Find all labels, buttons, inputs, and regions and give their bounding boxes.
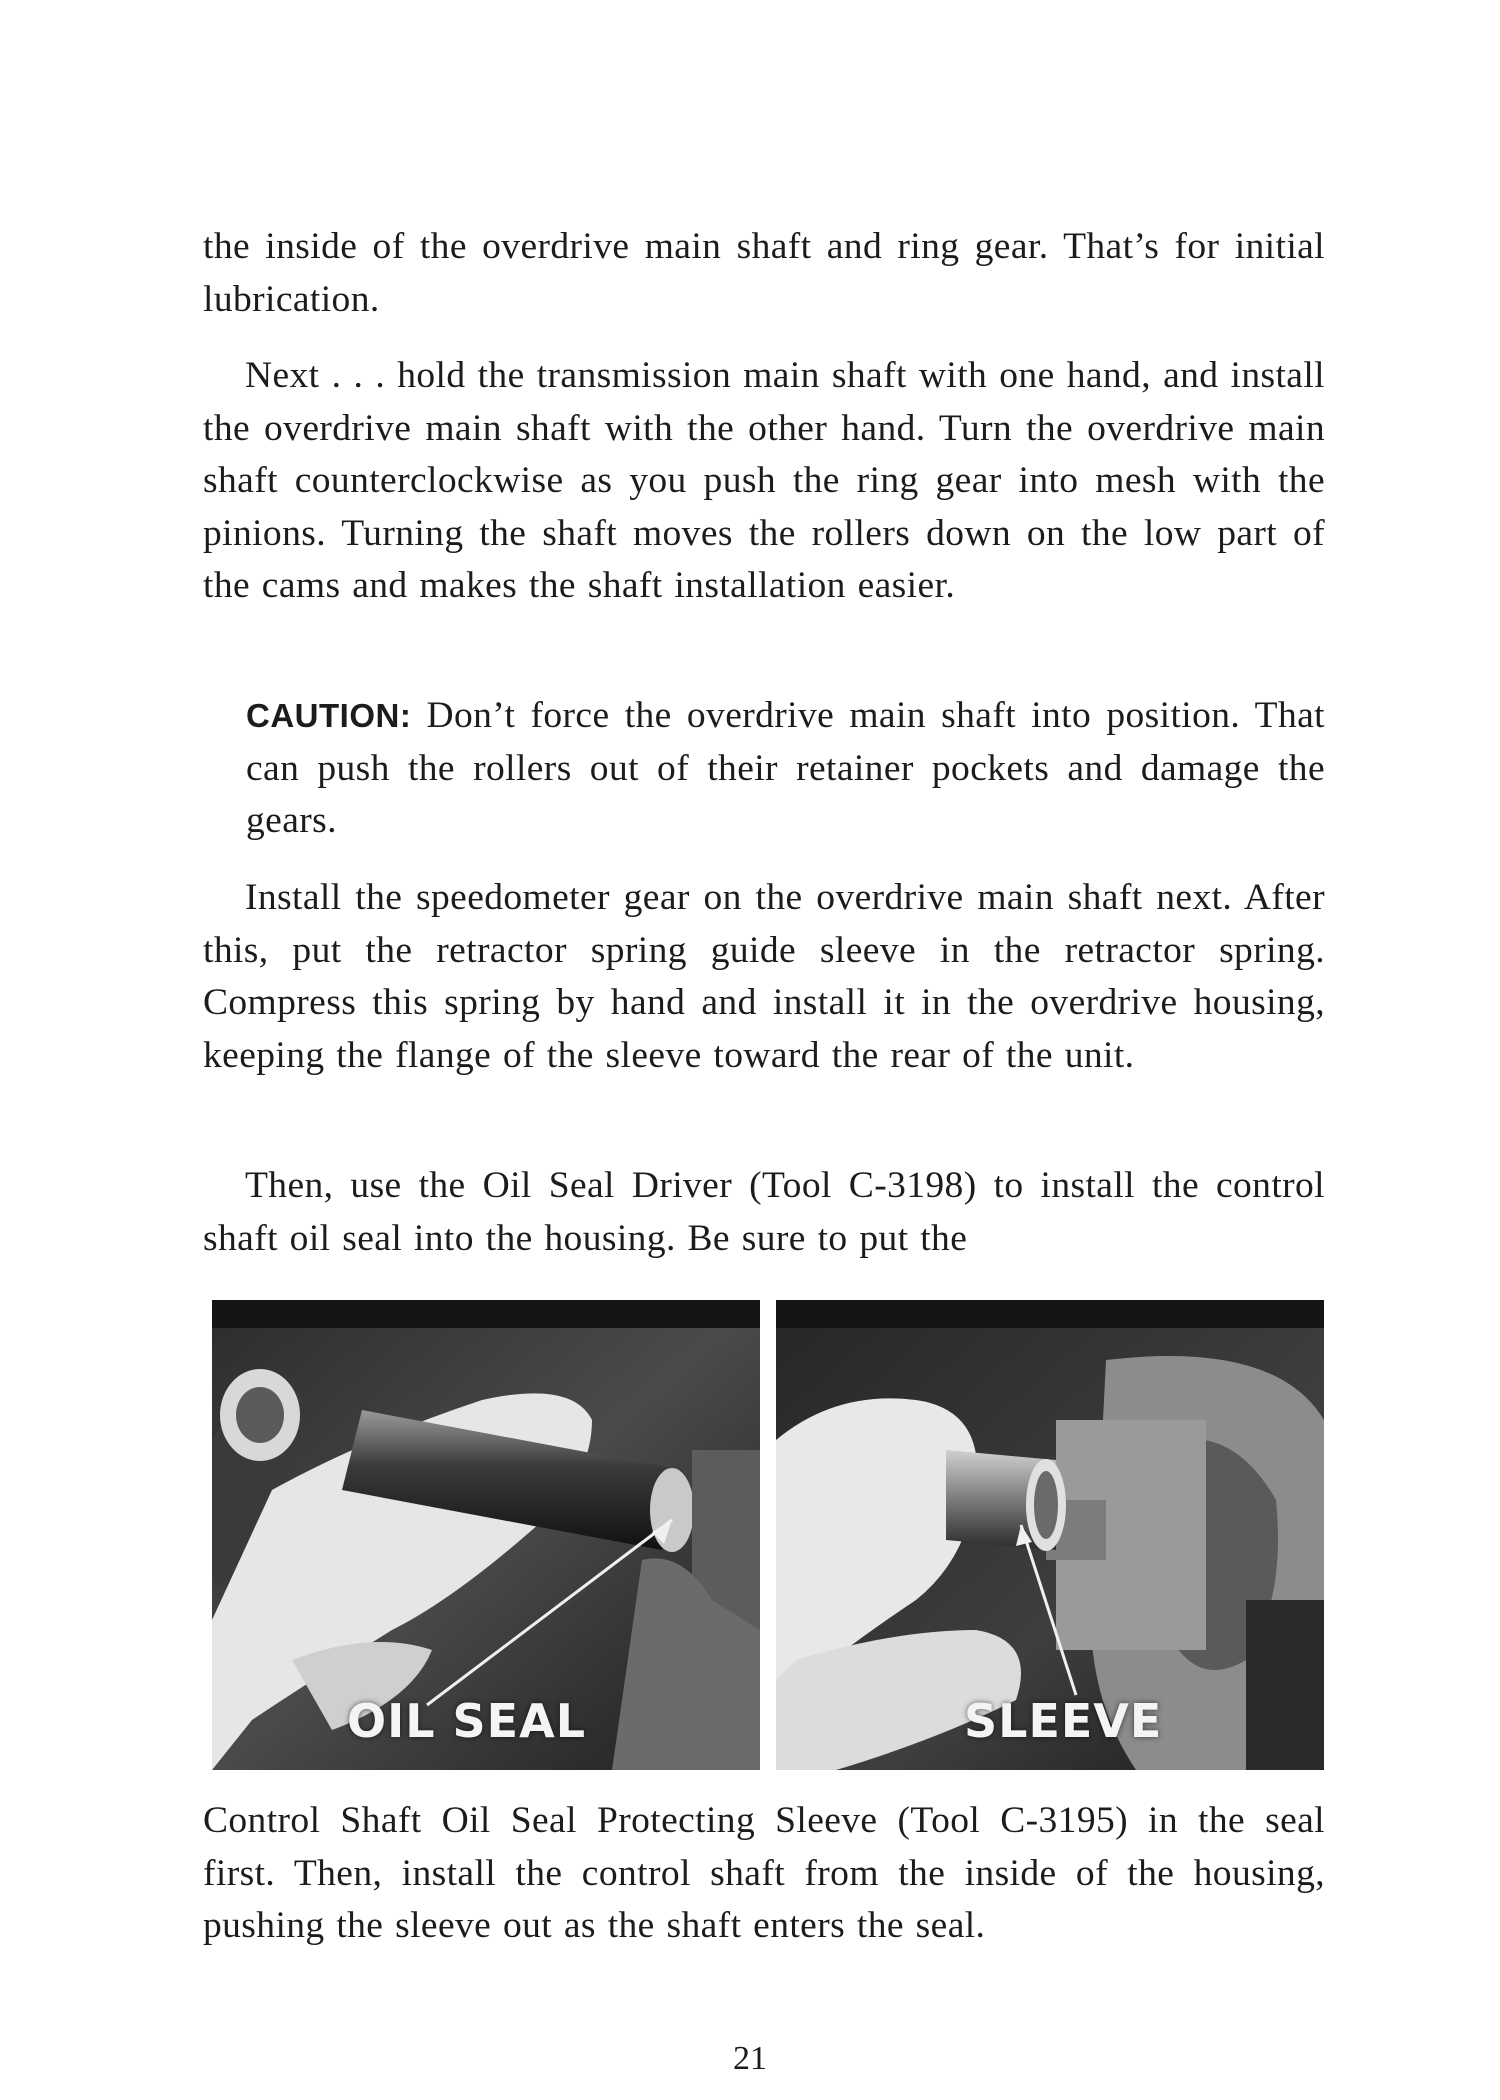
sleeve-photo	[776, 1300, 1324, 1770]
oil-seal-label: OIL SEAL	[347, 1694, 587, 1748]
caution-text: Don’t force the overdrive main shaft into position. That can push the rollers out of their retainer pockets and damage the gears.	[246, 695, 1325, 841]
paragraph-lubrication: the inside of the overdrive main shaft and ring gear. That’s for initial lubrication.	[203, 226, 1325, 320]
paragraph-speedometer-gear: Install the speedometer gear on the overdrive main shaft next. After this, put the retractor spring guide sleeve in the retractor spring. Compress this spring by hand and install it in the overdrive housing, keeping the flange of the sleeve toward the rear of the unit.	[203, 877, 1325, 1076]
page-number: 21	[733, 2040, 767, 2077]
caution-label: CAUTION:	[246, 697, 412, 734]
paragraph-oil-seal-driver: Then, use the Oil Seal Driver (Tool C-3198) to install the control shaft oil seal into the housing. Be sure to put the	[203, 1165, 1325, 1259]
paragraph-protecting-sleeve: Control Shaft Oil Seal Protecting Sleeve (Tool C-3195) in the seal first. Then, install the control shaft from the inside of the housing, pushing the sleeve out as the shaft enters the seal.	[203, 1800, 1325, 1946]
caution-note	[246, 690, 1325, 848]
paragraph-install-main-shaft: Next . . . hold the transmission main shaft with one hand, and install the overdrive main shaft with the other hand. Turn the overdrive main shaft counterclockwise as you push the ring gear into mesh with the pinions. Turning the shaft moves the rollers down on the low part of the cams and makes the shaft installation easier.	[203, 355, 1325, 606]
oil-seal-photo	[212, 1300, 760, 1770]
photo-pair	[212, 1300, 1324, 1770]
sleeve-label: SLEEVE	[964, 1694, 1163, 1748]
